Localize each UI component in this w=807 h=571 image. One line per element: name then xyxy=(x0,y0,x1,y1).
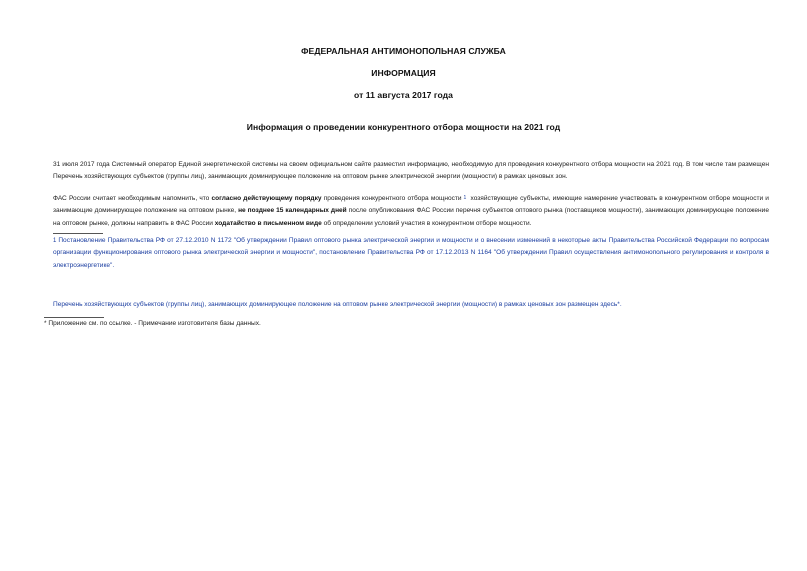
footnote-1-text: Постановление Правительства РФ от 27.12.2010 N 1172 "Об утверждении Правил оптового рынка электрической энергии и мощности и о внесении изменений в некоторые акты Правительства Российской Федерации по вопросам организации функционирования оптового рынка электрической энергии и мощности", постановление Правительства РФ от 17.12.2013 N 1164 "Об утверждении Правил осуществления антимонопольного регулирования и контроля в электроэнергетике". xyxy=(53,237,769,269)
footnote-1-link[interactable] xyxy=(53,235,769,272)
reminder-text-1: ФАС России считает необходимым напомнить, что xyxy=(53,195,212,202)
agency-heading: ФЕДЕРАЛЬНАЯ АНТИМОНОПОЛЬНАЯ СЛУЖБА xyxy=(301,46,506,56)
reminder-text-3: хозяйствующие субъекты, имеющие намерение участвовать в конкурентном отборе мощности и занимающие доминирующее положение на оптовом рынке, xyxy=(53,195,769,215)
paragraph-reminder xyxy=(53,192,769,230)
reminder-text-5: об определении условий участия в конкурентном отборе мощности. xyxy=(321,219,532,227)
doc-date: от 11 августа 2017 года xyxy=(354,90,453,100)
editor-note: * Приложение см. по ссылке. - Примечание изготовителя базы данных. xyxy=(44,320,261,327)
reminder-bold-petition: ходатайство в письменном виде xyxy=(214,219,322,227)
reminder-bold-procedure: согласно действующему порядку xyxy=(211,195,322,202)
doc-type-heading: ИНФОРМАЦИЯ xyxy=(371,68,436,78)
reminder-text-2: проведения конкурентного отбора мощности xyxy=(321,195,462,202)
footnote-ref-link[interactable]: 1 xyxy=(463,195,467,201)
paragraph-intro: 31 июля 2017 года Системный оператор Единой энергетической системы на своем официальном сайте разместил информацию, необходимую для проведения конкурентного отбора мощности на 2021 год. В том числе там размещен Перечень хозяйствующих субъектов (группы лиц), занимающих доминирующее положение на оптовом рынке электрической энергии (мощности) в рамках ценовых зон. xyxy=(53,161,769,181)
reminder-text-4: после опубликования ФАС России перечня субъектов оптового рынка (поставщиков мощности), занимающих доминирующее положение на оптовом рынке, должны направить в ФАС России xyxy=(53,207,769,227)
dominant-list-link[interactable]: Перечень хозяйствующих субъектов (группы лиц), занимающих доминирующее положение на оптовом рынке электрической энергии (мощности) в рамках ценовых зон размещен здесь*. xyxy=(53,301,622,308)
page-title: Информация о проведении конкурентного отбора мощности на 2021 год xyxy=(246,122,561,132)
reminder-bold-deadline: не позднее 15 календарных дней xyxy=(238,207,347,215)
footnote-1-mark: 1 xyxy=(53,238,57,244)
note-divider xyxy=(44,317,104,318)
footnote-divider xyxy=(53,233,103,234)
